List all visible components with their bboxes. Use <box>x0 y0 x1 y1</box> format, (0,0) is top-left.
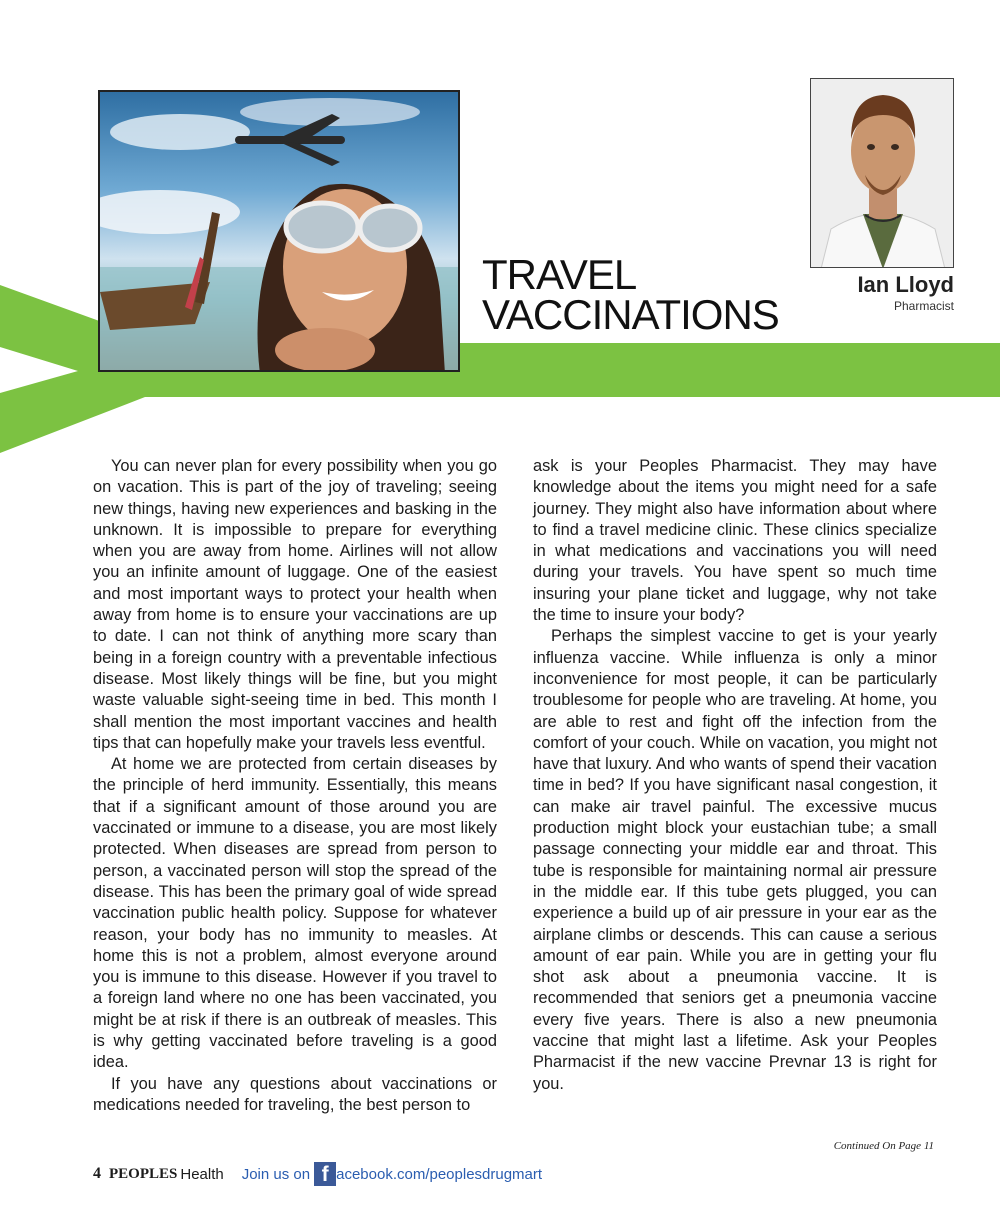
page-number: 4 <box>93 1165 101 1182</box>
facebook-icon[interactable]: f <box>314 1162 336 1186</box>
title-line-1: TRAVEL <box>482 251 637 298</box>
author-role: Pharmacist <box>893 299 954 313</box>
publication-name-bold: PEOPLES <box>109 1165 178 1182</box>
author-name: Ian Lloyd <box>857 272 954 297</box>
page-footer <box>93 1160 542 1188</box>
title-line-2: VACCINATIONS <box>482 291 779 338</box>
body-paragraph: Perhaps the simplest vaccine to get is your yearly influenza vaccine. While influenza is only a minor inconvenience for most people, it can be particularly troublesome for people who are traveling. At home, you are able to rest and fight off the infection from the comfort of your couch. While on vacation, you might not have that luxury. And who wants of spend their vacation time in bed? If you have significant nasal congestion, it can make air travel painful. The excessive mucus production might block your eustachian tube; a small passage connecting your middle ear and throat. This tube is responsible for maintaining normal air pressure in the middle ear. If this tube gets plugged, you can experience a build up of air pressure in your ear as the airplane climbs or descends. This can cause a serious amount of ear pain. While you are in getting your flu shot ask about a pneumonia vaccine. It is recommended that seniors get a pneumonia vaccine every five years. There is also a new pneumonia vaccine that might last a lifetime. Ask your Peoples Pharmacist if the new vaccine Prevnar 13 is right for you. <box>533 627 937 1093</box>
author-credit <box>857 272 954 313</box>
body-paragraph: You can never plan for every possibility when you go on vacation. This is part of the joy of traveling; seeing new things, having new experiences and basking in the unknown. It is impossible to prepare for everything when you are away from home. Airlines will not allow you an infinite amount of luggage. One of the easiest and most important ways to protect your health when away from home is to ensure your vaccinations are up to date. I can not think of anything more scary than being in a foreign country with a preventable infectious disease. Most likely things will be fine, but you might waste valuable sight-seeing time in bed. This month I shall mention the most important vaccines and health tips that can hopefully make your travels less eventful. <box>93 457 497 752</box>
body-paragraph: If you have any questions about vaccinations or medications needed for traveling, the best person to <box>93 1074 497 1114</box>
body-paragraph: ask is your Peoples Pharmacist. They may have knowledge about the items you might need for a safe journey. They might also have information about where to find a travel medicine clinic. These clinics specialize in what medications and vaccinations you will need during your travels. You have spent so much time insuring your plane ticket and luggage, why not take the time to insure your body? <box>533 457 937 625</box>
travel-photo <box>98 90 460 372</box>
author-portrait <box>810 78 954 268</box>
article-title <box>482 251 779 338</box>
facebook-link[interactable]: acebook.com/peoplesdrugmart <box>336 1165 543 1183</box>
continued-note: Continued On Page 11 <box>833 1140 934 1152</box>
article-column-left <box>93 456 497 1116</box>
body-paragraph: At home we are protected from certain diseases by the principle of herd immunity. Essentially, this means that if a significant amount of those around you are vaccinated or immune to a disease, you are most likely protected. When diseases are spread from person to person, a vaccinated person will stop the spread of the disease. This has been the primary goal of wide spread vaccination public health policy. Suppose for whatever reason, your body has no immunity to measles. At home this is not a problem, almost everyone around you is immune to this disease. However if you travel to a foreign land where no one has been vaccinated, you might be at risk if there is an outbreak of measles. This is why getting vaccinated before traveling is a good idea. <box>93 755 497 1072</box>
join-text: Join us on <box>241 1165 311 1183</box>
article-column-right <box>533 456 937 1095</box>
publication-name-regular: Health <box>180 1165 224 1183</box>
